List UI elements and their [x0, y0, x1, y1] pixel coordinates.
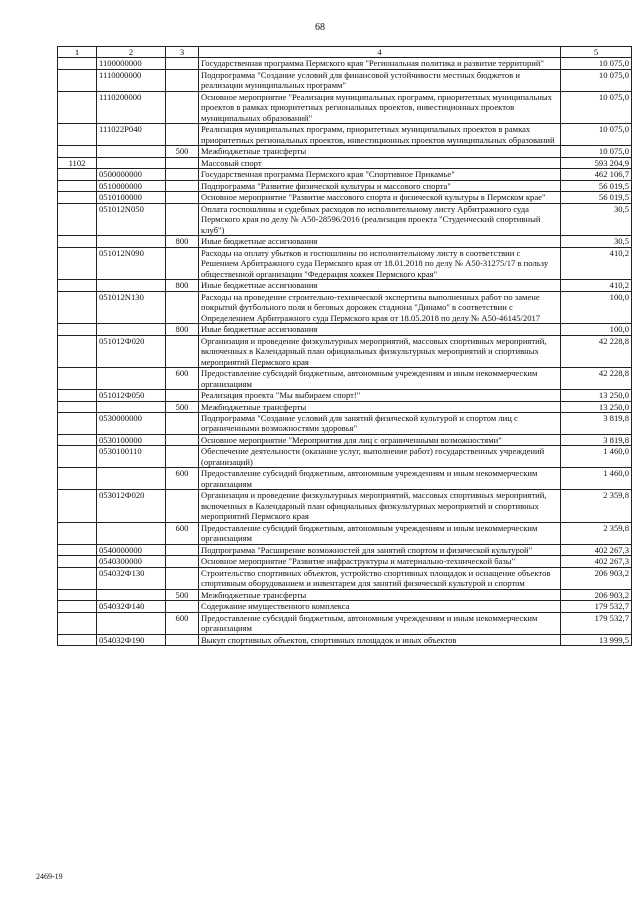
- table-header-row: [58, 47, 632, 58]
- amount-cell: 1 460,0: [561, 468, 632, 490]
- target-article-cell: 054032Ф140: [97, 601, 166, 612]
- section-code-cell: [58, 589, 97, 600]
- section-code-cell: [58, 291, 97, 323]
- expense-type-cell: [166, 247, 199, 279]
- expense-type-cell: [166, 169, 199, 180]
- description-cell: Массовый спорт: [199, 157, 561, 168]
- header-cell: 2: [97, 47, 166, 58]
- section-code-cell: [58, 169, 97, 180]
- expense-type-cell: [166, 490, 199, 522]
- header-cell: 5: [561, 47, 632, 58]
- header-cell: 4: [199, 47, 561, 58]
- section-code-cell: [58, 247, 97, 279]
- target-article-cell: [97, 280, 166, 291]
- amount-cell: 402 267,3: [561, 556, 632, 567]
- target-article-cell: 1100000000: [97, 58, 166, 69]
- expense-type-cell: [166, 291, 199, 323]
- section-code-cell: [58, 335, 97, 367]
- section-code-cell: [58, 544, 97, 555]
- target-article-cell: 051012N130: [97, 291, 166, 323]
- target-article-cell: 0500000000: [97, 169, 166, 180]
- table-row: [58, 291, 632, 323]
- target-article-cell: 051012N090: [97, 247, 166, 279]
- description-cell: Реализация проекта "Мы выбираем спорт!": [199, 390, 561, 401]
- header-cell: 1: [58, 47, 97, 58]
- section-code-cell: [58, 468, 97, 490]
- expense-type-cell: 800: [166, 236, 199, 247]
- expense-type-cell: 500: [166, 401, 199, 412]
- table-row: [58, 192, 632, 203]
- section-code-cell: [58, 401, 97, 412]
- table-row: [58, 522, 632, 544]
- section-code-cell: [58, 69, 97, 91]
- section-code-cell: [58, 412, 97, 434]
- target-article-cell: [97, 401, 166, 412]
- table-row: [58, 368, 632, 390]
- description-cell: Организация и проведение физкультурных мероприятий, массовых спортивных мероприятий, включенных в Календарный план официальных физкультурных мероприятий и спортивных мероприятий Пермского края: [199, 490, 561, 522]
- description-cell: Межбюджетные трансферты: [199, 589, 561, 600]
- section-code-cell: [58, 180, 97, 191]
- section-code-cell: [58, 368, 97, 390]
- expense-type-cell: [166, 192, 199, 203]
- table-row: [58, 124, 632, 146]
- table-row: [58, 169, 632, 180]
- description-cell: Предоставление субсидий бюджетным, автономным учреждениям и иным некоммерческим организациям: [199, 522, 561, 544]
- amount-cell: 10 075,0: [561, 91, 632, 123]
- amount-cell: 100,0: [561, 324, 632, 335]
- section-code-cell: [58, 280, 97, 291]
- expense-type-cell: [166, 601, 199, 612]
- target-article-cell: 0530100000: [97, 434, 166, 445]
- section-code-cell: [58, 601, 97, 612]
- expense-type-cell: [166, 634, 199, 645]
- target-article-cell: [97, 324, 166, 335]
- target-article-cell: [97, 157, 166, 168]
- page-number: 68: [315, 22, 325, 33]
- target-article-cell: [97, 522, 166, 544]
- description-cell: Обеспечение деятельности (оказание услуг, выполнение работ) государственных учреждений (организаций): [199, 446, 561, 468]
- expense-type-cell: [166, 556, 199, 567]
- description-cell: Межбюджетные трансферты: [199, 401, 561, 412]
- expense-type-cell: [166, 544, 199, 555]
- table-row: [58, 91, 632, 123]
- header-cell: 3: [166, 47, 199, 58]
- description-cell: Реализация муниципальных программ, приоритетных муниципальных проектов в рамках приоритетных региональных проектов, инвестиционных проектов муниципальных образований: [199, 124, 561, 146]
- expense-type-cell: [166, 157, 199, 168]
- amount-cell: 10 075,0: [561, 124, 632, 146]
- amount-cell: 179 532,7: [561, 601, 632, 612]
- table-row: [58, 567, 632, 589]
- section-code-cell: [58, 91, 97, 123]
- amount-cell: 56 019,5: [561, 180, 632, 191]
- description-cell: Строительство спортивных объектов, устройство спортивных площадок и оснащение объектов спортивным оборудованием и инвентарем для занятий физической культурой и спортом: [199, 567, 561, 589]
- amount-cell: 462 106,7: [561, 169, 632, 180]
- description-cell: Иные бюджетные ассигнования: [199, 324, 561, 335]
- amount-cell: 410,2: [561, 280, 632, 291]
- amount-cell: 30,5: [561, 203, 632, 235]
- description-cell: Основное мероприятие "Реализация муниципальных программ, приоритетных муниципальных проектов в рамках приоритетных региональных проектов, инвестиционных проектов муниципальных образований": [199, 91, 561, 123]
- target-article-cell: 054032Ф190: [97, 634, 166, 645]
- target-article-cell: [97, 368, 166, 390]
- table-row: [58, 157, 632, 168]
- target-article-cell: [97, 468, 166, 490]
- table-row: [58, 446, 632, 468]
- section-code-cell: [58, 446, 97, 468]
- section-code-cell: [58, 567, 97, 589]
- description-cell: Основное мероприятие "Развитие инфраструктуры и материально-технической базы": [199, 556, 561, 567]
- amount-cell: 402 267,3: [561, 544, 632, 555]
- amount-cell: 2 359,8: [561, 522, 632, 544]
- section-code-cell: [58, 236, 97, 247]
- table-row: [58, 236, 632, 247]
- description-cell: Расходы на оплату убытков и госпошлины по исполнительному листу в соответствии с Решением Арбитражного суда Пермского края от 18.01.2018 по делу № А50-31275/17 в пользу общественной организации "Федерация хоккея Пермского края": [199, 247, 561, 279]
- target-article-cell: 051012Ф050: [97, 390, 166, 401]
- table-row: [58, 69, 632, 91]
- expense-type-cell: [166, 390, 199, 401]
- section-code-cell: 1102: [58, 157, 97, 168]
- target-article-cell: [97, 236, 166, 247]
- expense-type-cell: 600: [166, 468, 199, 490]
- target-article-cell: 051012Ф020: [97, 335, 166, 367]
- amount-cell: 42 228,8: [561, 368, 632, 390]
- target-article-cell: 0530000000: [97, 412, 166, 434]
- expense-type-cell: 600: [166, 612, 199, 634]
- section-code-cell: [58, 634, 97, 645]
- target-article-cell: [97, 589, 166, 600]
- table-row: [58, 280, 632, 291]
- expense-type-cell: [166, 412, 199, 434]
- section-code-cell: [58, 612, 97, 634]
- expense-type-cell: [166, 69, 199, 91]
- target-article-cell: 054032Ф130: [97, 567, 166, 589]
- amount-cell: 30,5: [561, 236, 632, 247]
- amount-cell: 410,2: [561, 247, 632, 279]
- description-cell: Организация и проведение физкультурных мероприятий, массовых спортивных мероприятий, включенных в Календарный план официальных физкультурных мероприятий и спортивных мероприятий Пермского края: [199, 335, 561, 367]
- expense-type-cell: [166, 91, 199, 123]
- target-article-cell: [97, 612, 166, 634]
- description-cell: Предоставление субсидий бюджетным, автономным учреждениям и иным некоммерческим организациям: [199, 468, 561, 490]
- amount-cell: 13 999,5: [561, 634, 632, 645]
- table-row: [58, 58, 632, 69]
- section-code-cell: [58, 556, 97, 567]
- expense-type-cell: [166, 180, 199, 191]
- target-article-cell: 0530100110: [97, 446, 166, 468]
- amount-cell: 10 075,0: [561, 58, 632, 69]
- target-article-cell: 111022P040: [97, 124, 166, 146]
- description-cell: Государственная программа Пермского края "Региональная политика и развитие территорий": [199, 58, 561, 69]
- footer-code: 2469-19: [36, 872, 63, 881]
- expense-type-cell: 800: [166, 324, 199, 335]
- description-cell: Подпрограмма "Развитие физической культуры и массового спорта": [199, 180, 561, 191]
- section-code-cell: [58, 490, 97, 522]
- description-cell: Подпрограмма "Расширение возможностей для занятий спортом и физической культурой": [199, 544, 561, 555]
- expense-type-cell: 600: [166, 368, 199, 390]
- amount-cell: 10 075,0: [561, 146, 632, 157]
- budget-table: [57, 46, 632, 646]
- expense-type-cell: [166, 203, 199, 235]
- amount-cell: 1 460,0: [561, 446, 632, 468]
- description-cell: Выкуп спортивных объектов, спортивных площадок и иных объектов: [199, 634, 561, 645]
- expense-type-cell: [166, 335, 199, 367]
- description-cell: Оплата госпошлины и судебных расходов по исполнительному листу Арбитражного суда Пермского края по делу № А50-28596/2016 (реализация проекта "Студенческий спортивный клуб"): [199, 203, 561, 235]
- expense-type-cell: [166, 567, 199, 589]
- expense-type-cell: [166, 58, 199, 69]
- amount-cell: 179 532,7: [561, 612, 632, 634]
- description-cell: Расходы на проведение строительно-технической экспертизы выполненных работ по замене покрытий футбольного поля и беговых дорожек стадиона "Динамо" в соответствии с Определением Арбитражного суда Пермского края от 18.05.2018 по делу № А50-46145/2017: [199, 291, 561, 323]
- table-row: [58, 490, 632, 522]
- expense-type-cell: 600: [166, 522, 199, 544]
- target-article-cell: 0540300000: [97, 556, 166, 567]
- description-cell: Предоставление субсидий бюджетным, автономным учреждениям и иным некоммерческим организациям: [199, 368, 561, 390]
- target-article-cell: 0510100000: [97, 192, 166, 203]
- table-row: [58, 612, 632, 634]
- table-row: [58, 324, 632, 335]
- table-row: [58, 335, 632, 367]
- table-row: [58, 401, 632, 412]
- table-row: [58, 412, 632, 434]
- table-row: [58, 146, 632, 157]
- expense-type-cell: [166, 446, 199, 468]
- amount-cell: 10 075,0: [561, 69, 632, 91]
- description-cell: Подпрограмма "Создание условий для финансовой устойчивости местных бюджетов и реализации муниципальных программ": [199, 69, 561, 91]
- section-code-cell: [58, 192, 97, 203]
- table-row: [58, 434, 632, 445]
- amount-cell: 100,0: [561, 291, 632, 323]
- table-row: [58, 634, 632, 645]
- section-code-cell: [58, 522, 97, 544]
- section-code-cell: [58, 203, 97, 235]
- section-code-cell: [58, 434, 97, 445]
- description-cell: Государственная программа Пермского края "Спортивное Прикамье": [199, 169, 561, 180]
- amount-cell: 206 903,2: [561, 567, 632, 589]
- section-code-cell: [58, 324, 97, 335]
- section-code-cell: [58, 146, 97, 157]
- amount-cell: 206 903,2: [561, 589, 632, 600]
- expense-type-cell: [166, 124, 199, 146]
- description-cell: Межбюджетные трансферты: [199, 146, 561, 157]
- amount-cell: 2 359,8: [561, 490, 632, 522]
- table-row: [58, 203, 632, 235]
- description-cell: Подпрограмма "Создание условий для занятий физической культурой и спортом лиц с ограниченными возможностями здоровья": [199, 412, 561, 434]
- amount-cell: 3 819,8: [561, 434, 632, 445]
- description-cell: Предоставление субсидий бюджетным, автономным учреждениям и иным некоммерческим организациям: [199, 612, 561, 634]
- target-article-cell: [97, 146, 166, 157]
- target-article-cell: 1110200000: [97, 91, 166, 123]
- description-cell: Основное мероприятие "Развитие массового спорта и физической культуры в Пермском крае": [199, 192, 561, 203]
- table-row: [58, 601, 632, 612]
- table-row: [58, 247, 632, 279]
- description-cell: Иные бюджетные ассигнования: [199, 236, 561, 247]
- target-article-cell: 0510000000: [97, 180, 166, 191]
- amount-cell: 3 819,8: [561, 412, 632, 434]
- amount-cell: 13 250,0: [561, 390, 632, 401]
- section-code-cell: [58, 124, 97, 146]
- table-row: [58, 180, 632, 191]
- table-row: [58, 468, 632, 490]
- section-code-cell: [58, 390, 97, 401]
- amount-cell: 13 250,0: [561, 401, 632, 412]
- expense-type-cell: [166, 434, 199, 445]
- section-code-cell: [58, 58, 97, 69]
- target-article-cell: 053012Ф020: [97, 490, 166, 522]
- target-article-cell: 1110000000: [97, 69, 166, 91]
- expense-type-cell: 500: [166, 589, 199, 600]
- table-row: [58, 544, 632, 555]
- table-row: [58, 390, 632, 401]
- description-cell: Основное мероприятие "Мероприятия для лиц с ограниченными возможностями": [199, 434, 561, 445]
- amount-cell: 593 204,9: [561, 157, 632, 168]
- amount-cell: 56 019,5: [561, 192, 632, 203]
- expense-type-cell: 500: [166, 146, 199, 157]
- description-cell: Содержание имущественного комплекса: [199, 601, 561, 612]
- expense-type-cell: 800: [166, 280, 199, 291]
- description-cell: Иные бюджетные ассигнования: [199, 280, 561, 291]
- amount-cell: 42 228,8: [561, 335, 632, 367]
- table-row: [58, 589, 632, 600]
- target-article-cell: 0540000000: [97, 544, 166, 555]
- table-row: [58, 556, 632, 567]
- target-article-cell: 051012N050: [97, 203, 166, 235]
